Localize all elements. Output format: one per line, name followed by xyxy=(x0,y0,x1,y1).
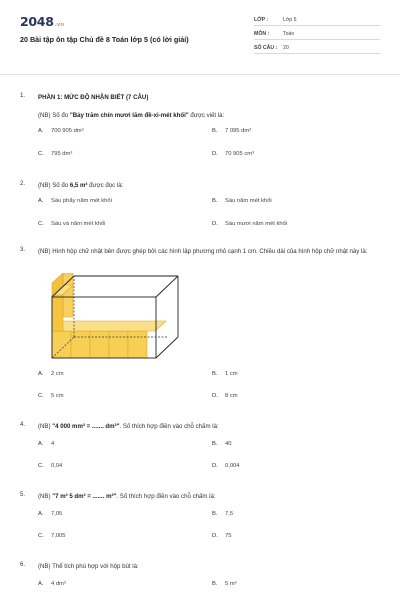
cuboid-figure xyxy=(38,273,188,363)
site-logo[interactable]: 2048.vn xyxy=(20,14,65,29)
question-text: (NB) Số đo 6,5 m³ được đọc là: xyxy=(38,182,124,189)
meta-row-count: SỐ CÂU : 20 xyxy=(254,42,380,54)
meta-row-subject: MÔN : Toán xyxy=(254,28,380,40)
section-title: PHẦN 1: MỨC ĐỘ NHẬN BIẾT (7 CÂU) xyxy=(38,94,149,101)
document-header xyxy=(0,0,400,62)
question-text: (NB) "4 000 mm³ = ....... dm³". Số thích hợp điền vào chỗ chấm là: xyxy=(38,423,219,430)
document-title: 20 Bài tập ôn tập Chủ đề 8 Toán lớp 5 (có lời giải) xyxy=(20,35,189,44)
meta-row-class: LỚP : Lớp 5 xyxy=(254,14,380,26)
question-text: (NB) Thể tích phù hợp với hộp bút là: xyxy=(38,563,139,570)
question-text: (NB) Số đo "Bảy trăm chín mươi lăm đề-xi-mét khối" được viết là: xyxy=(38,112,225,119)
question-text: (NB) Hình hộp chữ nhật bên được ghép bởi các hình lập phương nhỏ cạnh 1 cm. Chiều dài của hình hộp chữ nhật này là: xyxy=(38,248,368,255)
header-divider xyxy=(0,74,400,75)
question-text: (NB) "7 m³ 5 dm³ = ....... m³". Số thích hợp điền vào chỗ chấm là: xyxy=(38,493,216,500)
